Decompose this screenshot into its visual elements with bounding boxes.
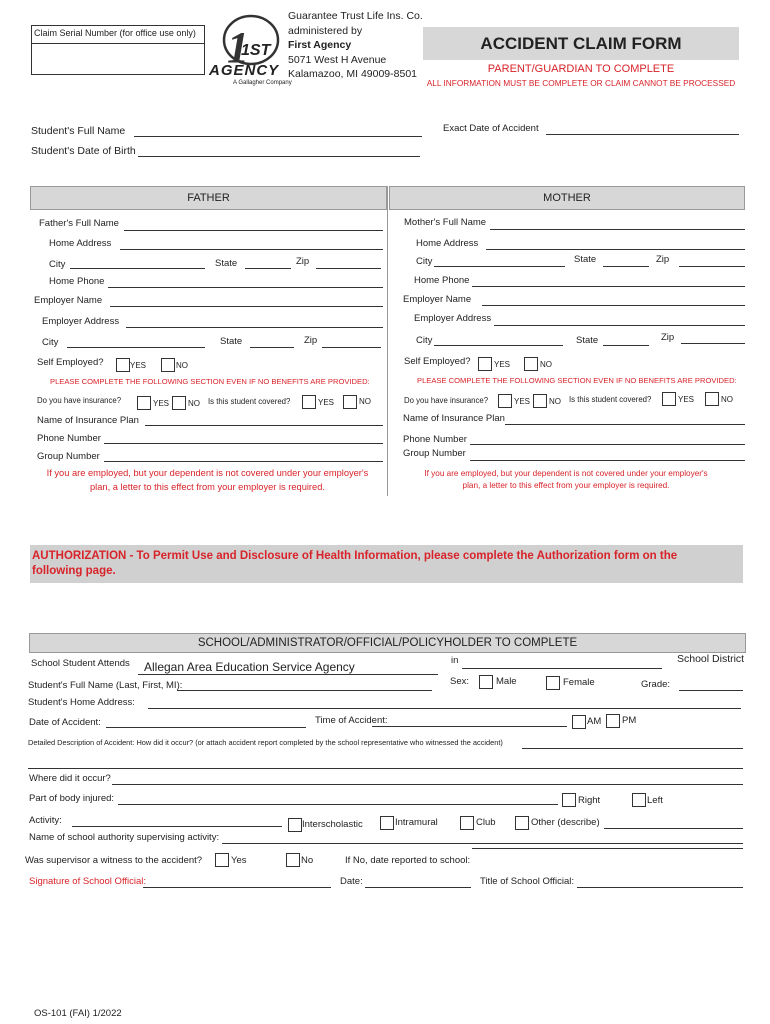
where-field[interactable] bbox=[112, 784, 743, 785]
witness-no-checkbox[interactable] bbox=[286, 853, 300, 867]
school-attends-value[interactable]: Allegan Area Education Service Agency bbox=[144, 660, 355, 674]
mother-city2-field[interactable] bbox=[434, 345, 563, 346]
left-label: Left bbox=[647, 795, 663, 806]
mother-zip2-label: Zip bbox=[661, 332, 675, 343]
father-plan-field[interactable] bbox=[145, 425, 383, 426]
school-student-name-label: Student's Full Name (Last, First, MI): bbox=[28, 680, 183, 691]
mother-name-label: Mother's Full Name bbox=[404, 217, 487, 228]
authority-field[interactable] bbox=[222, 843, 743, 844]
father-self-employed-label: Self Employed? bbox=[37, 357, 104, 368]
mother-city-label: City bbox=[416, 256, 433, 267]
serial-number-field[interactable] bbox=[32, 43, 204, 75]
sex-male-checkbox[interactable] bbox=[479, 675, 493, 689]
accident-date-school-label: Date of Accident: bbox=[29, 717, 101, 728]
witness-no-label: No bbox=[301, 855, 314, 866]
father-employer-address-label: Employer Address bbox=[42, 316, 120, 327]
father-phone-label: Home Phone bbox=[49, 276, 105, 287]
if-no-label: If No, date reported to school: bbox=[345, 855, 471, 866]
student-name-field[interactable] bbox=[134, 136, 422, 137]
serial-number-box bbox=[31, 25, 205, 75]
father-self-employed-yes-checkbox[interactable] bbox=[116, 358, 130, 372]
company-block bbox=[288, 9, 423, 82]
activity-field[interactable] bbox=[72, 826, 282, 827]
if-no-date-field[interactable] bbox=[472, 848, 743, 849]
mother-group-label: Group Number bbox=[403, 448, 466, 459]
student-dob-field[interactable] bbox=[138, 156, 420, 157]
father-name-label: Father's Full Name bbox=[39, 218, 119, 229]
mother-employer-address-field[interactable] bbox=[494, 325, 745, 326]
mother-employer-field[interactable] bbox=[482, 305, 745, 306]
father-city-label: City bbox=[49, 259, 66, 270]
mother-covered-yes-label: YES bbox=[678, 395, 695, 404]
interscholastic-label: Interscholastic bbox=[302, 819, 363, 830]
school-district-label: School District bbox=[677, 653, 745, 665]
father-self-employed-no-label: NO bbox=[176, 361, 188, 370]
authorization-banner bbox=[30, 545, 743, 583]
mother-group-field[interactable] bbox=[470, 460, 745, 461]
father-plan-phone-label: Phone Number bbox=[37, 433, 101, 444]
date2-field[interactable] bbox=[365, 887, 471, 888]
mother-state-field[interactable] bbox=[603, 266, 649, 267]
company-line-3: First Agency bbox=[288, 39, 352, 51]
signature-label: Signature of School Official: bbox=[29, 876, 147, 887]
father-covered-yes-label: YES bbox=[318, 398, 335, 407]
all-info-note: ALL INFORMATION MUST BE COMPLETE OR CLAIM CANNOT BE PROCESSED bbox=[426, 78, 736, 88]
form-title-bar bbox=[423, 27, 739, 60]
witness-yes-label: Yes bbox=[231, 855, 247, 866]
father-state-label: State bbox=[215, 258, 238, 269]
school-in-label: in bbox=[451, 655, 459, 666]
mother-plan-field[interactable] bbox=[505, 424, 745, 425]
father-covered-yes-checkbox[interactable] bbox=[302, 395, 316, 409]
witness-label: Was supervisor a witness to the accident? bbox=[25, 855, 203, 866]
father-group-field[interactable] bbox=[104, 461, 383, 462]
other-checkbox[interactable] bbox=[515, 816, 529, 830]
father-plan-phone-field[interactable] bbox=[104, 443, 383, 444]
interscholastic-checkbox[interactable] bbox=[288, 818, 302, 832]
mother-zip2-field[interactable] bbox=[681, 343, 745, 344]
mother-self-employed-no-checkbox[interactable] bbox=[524, 357, 538, 371]
where-label: Where did it occur? bbox=[29, 773, 111, 784]
authorization-line-1: AUTHORIZATION - To Permit Use and Disclosure of Health Information, please complete the Authorization form on the bbox=[32, 550, 678, 562]
mother-insurance-label: Do you have insurance? bbox=[404, 396, 489, 405]
mother-insurance-no-checkbox[interactable] bbox=[533, 394, 547, 408]
parent-heading: PARENT/GUARDIAN TO COMPLETE bbox=[487, 63, 675, 75]
company-line-2: administered by bbox=[288, 24, 363, 37]
grade-field[interactable] bbox=[679, 690, 743, 691]
mother-state2-label: State bbox=[576, 335, 599, 346]
mother-name-field[interactable] bbox=[490, 229, 745, 230]
father-plan-label: Name of Insurance Plan bbox=[37, 415, 139, 426]
father-employer-note-1: If you are employed, but your dependent is not covered under your employer's bbox=[46, 468, 369, 478]
mother-city-field[interactable] bbox=[434, 266, 565, 267]
student-name-label: Student's Full Name bbox=[31, 125, 126, 137]
official-title-label: Title of School Official: bbox=[480, 876, 574, 887]
student-home-address-field[interactable] bbox=[148, 708, 741, 709]
mother-phone-label: Home Phone bbox=[414, 275, 470, 286]
description-label: Detailed Description of Accident: How did it occur? (or attach accident report completed by the school representative who witnessed the accident) bbox=[28, 738, 503, 747]
father-zip-label: Zip bbox=[296, 256, 310, 267]
body-part-field[interactable] bbox=[118, 804, 558, 805]
authority-label: Name of school authority supervising activity: bbox=[29, 832, 220, 843]
company-line-4: 5071 West H Avenue bbox=[288, 53, 387, 66]
father-employer-label: Employer Name bbox=[34, 295, 103, 306]
school-attends-field[interactable] bbox=[138, 674, 438, 675]
parent-divider bbox=[387, 186, 388, 496]
right-label: Right bbox=[578, 795, 601, 806]
father-insurance-no-checkbox[interactable] bbox=[172, 396, 186, 410]
other-field[interactable] bbox=[604, 828, 743, 829]
mother-state2-field[interactable] bbox=[603, 345, 649, 346]
mother-self-employed-yes-label: YES bbox=[494, 360, 511, 369]
school-student-name-field[interactable] bbox=[177, 690, 432, 691]
svg-text:1: 1 bbox=[227, 23, 249, 72]
mother-plan-phone-label: Phone Number bbox=[403, 434, 467, 445]
father-complete-note: PLEASE COMPLETE THE FOLLOWING SECTION EVEN IF NO BENEFITS ARE PROVIDED: bbox=[50, 377, 370, 386]
description-field-2[interactable] bbox=[28, 768, 743, 769]
mother-plan-label: Name of Insurance Plan bbox=[403, 413, 505, 424]
right-checkbox[interactable] bbox=[562, 793, 576, 807]
father-state-field[interactable] bbox=[245, 268, 291, 269]
club-label: Club bbox=[476, 817, 496, 828]
father-covered-no-label: NO bbox=[359, 397, 371, 406]
sex-female-label: Female bbox=[563, 677, 595, 688]
student-dob-label: Student's Date of Birth bbox=[31, 145, 136, 157]
activity-label: Activity: bbox=[29, 815, 62, 826]
company-line-5: Kalamazoo, MI 49009-8501 bbox=[288, 68, 417, 80]
father-insurance-yes-label: YES bbox=[153, 399, 170, 408]
father-employer-note-2: plan, a letter to this effect from your employer is required. bbox=[90, 482, 325, 492]
intramural-label: Intramural bbox=[395, 817, 438, 828]
father-state2-label: State bbox=[220, 336, 243, 347]
form-title: ACCIDENT CLAIM FORM bbox=[480, 34, 682, 53]
mother-insurance-yes-checkbox[interactable] bbox=[498, 394, 512, 408]
pm-checkbox[interactable] bbox=[606, 714, 620, 728]
left-checkbox[interactable] bbox=[632, 793, 646, 807]
mother-insurance-yes-label: YES bbox=[514, 397, 531, 406]
witness-yes-checkbox[interactable] bbox=[215, 853, 229, 867]
serial-number-label: Claim Serial Number (for office use only) bbox=[34, 28, 196, 38]
date2-label: Date: bbox=[340, 876, 363, 887]
father-self-employed-no-checkbox[interactable] bbox=[161, 358, 175, 372]
logo-st: 1ST bbox=[241, 42, 271, 59]
father-zip2-label: Zip bbox=[304, 335, 318, 346]
student-home-address-label: Student's Home Address: bbox=[28, 697, 135, 708]
father-employer-field[interactable] bbox=[110, 306, 383, 307]
father-zip-field[interactable] bbox=[316, 268, 381, 269]
agency-logo bbox=[207, 12, 292, 100]
father-phone-field[interactable] bbox=[108, 287, 383, 288]
father-covered-no-checkbox[interactable] bbox=[343, 395, 357, 409]
father-self-employed-yes-label: YES bbox=[130, 361, 147, 370]
mother-zip-field[interactable] bbox=[679, 266, 745, 267]
authorization-line-2: following page. bbox=[32, 565, 116, 577]
father-employer-address-field[interactable] bbox=[126, 327, 383, 328]
intramural-checkbox[interactable] bbox=[380, 816, 394, 830]
logo-tagline: A Gallagher Company bbox=[233, 80, 292, 86]
father-group-label: Group Number bbox=[37, 451, 100, 462]
mother-self-employed-yes-checkbox[interactable] bbox=[478, 357, 492, 371]
sex-female-checkbox[interactable] bbox=[546, 676, 560, 690]
school-attends-label: School Student Attends bbox=[31, 658, 130, 669]
body-part-label: Part of body injured: bbox=[29, 793, 115, 804]
mother-self-employed-label: Self Employed? bbox=[404, 356, 471, 367]
mother-address-field[interactable] bbox=[486, 249, 745, 250]
accident-date-label: Exact Date of Accident bbox=[443, 123, 539, 134]
mother-address-label: Home Address bbox=[416, 238, 479, 249]
father-city2-field[interactable] bbox=[67, 347, 205, 348]
mother-covered-no-checkbox[interactable] bbox=[705, 392, 719, 406]
grade-label: Grade: bbox=[641, 679, 671, 690]
father-address-label: Home Address bbox=[49, 238, 112, 249]
mother-insurance-no-label: NO bbox=[549, 397, 561, 406]
mother-covered-yes-checkbox[interactable] bbox=[662, 392, 676, 406]
mother-phone-field[interactable] bbox=[472, 286, 745, 287]
mother-state-label: State bbox=[574, 254, 597, 265]
father-city-field[interactable] bbox=[70, 268, 205, 269]
description-field-1[interactable] bbox=[522, 748, 743, 749]
mother-city2-label: City bbox=[416, 335, 433, 346]
accident-time-label: Time of Accident: bbox=[315, 715, 388, 726]
mother-employer-address-label: Employer Address bbox=[414, 313, 492, 324]
father-insurance-label: Do you have insurance? bbox=[37, 396, 122, 405]
father-insurance-yes-checkbox[interactable] bbox=[137, 396, 151, 410]
mother-employer-note-2: plan, a letter to this effect from your employer is required. bbox=[462, 481, 670, 490]
mother-employer-note-1: If you are employed, but your dependent is not covered under your employer's bbox=[424, 469, 708, 478]
sex-label: Sex: bbox=[450, 676, 470, 687]
am-checkbox[interactable] bbox=[572, 715, 586, 729]
father-state2-field[interactable] bbox=[250, 347, 294, 348]
father-insurance-no-label: NO bbox=[188, 399, 200, 408]
father-header: FATHER bbox=[30, 186, 387, 210]
form-id: OS-101 (FAI) 1/2022 bbox=[34, 1008, 122, 1019]
mother-complete-note: PLEASE COMPLETE THE FOLLOWING SECTION EVEN IF NO BENEFITS ARE PROVIDED: bbox=[417, 376, 737, 385]
mother-covered-no-label: NO bbox=[721, 395, 733, 404]
father-zip2-field[interactable] bbox=[322, 347, 381, 348]
mother-header: MOTHER bbox=[389, 186, 745, 210]
accident-date-field[interactable] bbox=[546, 134, 739, 135]
mother-zip-label: Zip bbox=[656, 254, 670, 265]
father-covered-label: Is this student covered? bbox=[208, 397, 291, 406]
mother-employer-label: Employer Name bbox=[403, 294, 472, 305]
other-label: Other (describe) bbox=[531, 817, 600, 828]
father-name-field[interactable] bbox=[124, 230, 383, 231]
official-title-field[interactable] bbox=[577, 887, 743, 888]
accident-date-school-field[interactable] bbox=[106, 727, 306, 728]
sex-male-label: Male bbox=[496, 676, 517, 687]
club-checkbox[interactable] bbox=[460, 816, 474, 830]
am-label: AM bbox=[587, 716, 602, 727]
mother-self-employed-no-label: NO bbox=[540, 360, 552, 369]
mother-plan-phone-field[interactable] bbox=[470, 444, 745, 445]
pm-label: PM bbox=[622, 715, 637, 726]
logo-agency: AGENCY bbox=[209, 62, 280, 79]
father-address-field[interactable] bbox=[120, 249, 383, 250]
company-line-1: Guarantee Trust Life Ins. Co. bbox=[288, 10, 423, 22]
father-city2-label: City bbox=[42, 337, 59, 348]
signature-field[interactable] bbox=[143, 887, 331, 888]
mother-covered-label: Is this student covered? bbox=[569, 395, 652, 404]
school-header: SCHOOL/ADMINISTRATOR/OFFICIAL/POLICYHOLDER TO COMPLETE bbox=[29, 633, 746, 653]
accident-time-field[interactable] bbox=[372, 726, 567, 727]
school-district-field[interactable] bbox=[462, 668, 662, 669]
